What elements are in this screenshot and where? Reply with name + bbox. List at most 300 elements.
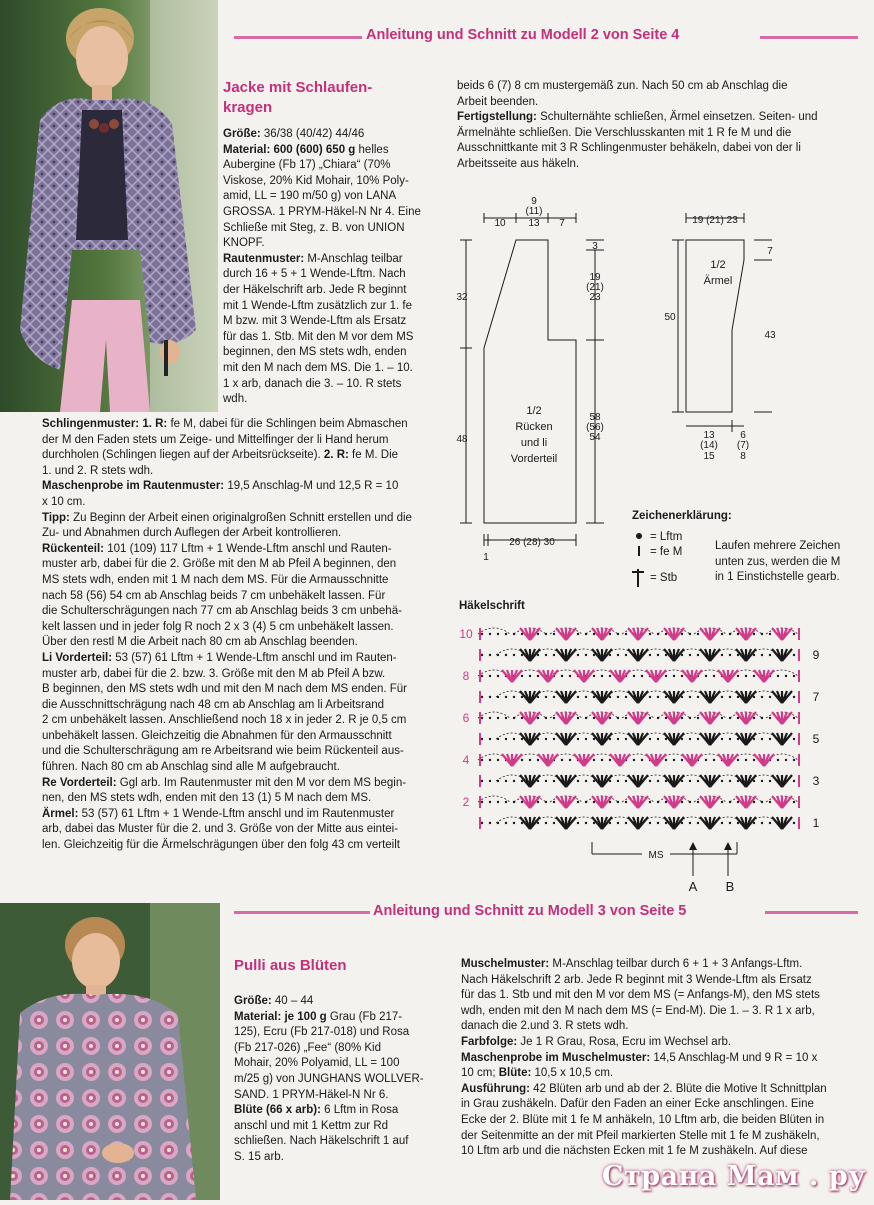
ausfuehrung-line: 42 Blüten arb und ab der 2. Blüte die Motive lt Schnittplan [529,1082,827,1095]
re-vorderteil-label: Re Vorderteil: [42,776,117,789]
chain-stitch-dot [649,780,651,782]
dim-label: 23 [589,292,601,303]
chain-stitch-dot [697,822,699,824]
chain-stitch-dot [657,780,659,782]
chain-stitch-dot [681,675,683,677]
fertigstellung-line: Arbeitsseite aus häkeln. [457,157,580,170]
chain-stitch-dot [513,738,515,740]
chain-stitch-dot [681,717,683,719]
bluete-size-label: Blüte: [498,1067,532,1080]
chain-stitch-dot [609,822,611,824]
chain-stitch-dot [521,675,523,677]
black-shell-stitch [556,649,576,661]
sleeve-label: 1/2 [710,259,726,271]
chain-stitch-dot [665,675,667,677]
material-line: SAND. 1 PRYM-Häkel-N Nr 6. [234,1088,389,1101]
maschenprobe-label: Maschenprobe im Muschelmuster: [461,1051,651,1064]
dim-label: 13 [703,430,715,441]
chain-stitch-dot [585,738,587,740]
chain-stitch-dot [497,801,499,803]
chain-stitch-dot [721,633,723,635]
chain-stitch-dot [769,633,771,635]
section-header-model-3: Anleitung und Schnitt zu Modell 3 von Seite 5 [373,903,687,919]
chain-stitch-dot [609,654,611,656]
row-number-left: 10 [459,627,473,641]
ausfuehrung-label: Ausführung: [461,1082,530,1095]
chain-stitch-dot [481,738,483,740]
pullover-title: Pulli aus Blüten [234,957,347,974]
chain-stitch-dot [601,759,603,761]
rautenmuster-line: beginnen, den MS stets wdh, enden [223,346,407,359]
li-vorderteil-line: muster arb, dabei für die 2. bzw. 3. Größe mit den M ab Pfeil A bzw. [42,667,386,680]
chain-stitch-dot [681,780,683,782]
black-shell-stitch [556,691,576,703]
material-label: Material: [223,143,271,156]
chain-stitch-dot [625,633,627,635]
tipp-line: Zu Beginn der Arbeit einen originalgroßen Schnitt erstellen und die [69,511,412,524]
chain-stitch-dot [697,717,699,719]
legend-note [715,539,865,586]
li-vorderteil-line: und die Schulterschrägung am re Arbeitsrand wie beim Rückenteil aus- [42,745,404,758]
chain-stitch-dot [489,633,491,635]
dim-label: 54 [589,432,601,443]
chain-stitch-dot [553,696,555,698]
pink-shell-stitch [628,628,648,640]
li-vorderteil-line: 2 cm unbehäkelt lassen. Anschließend noch 18 x in jeder 2. R je 0,5 cm [42,714,407,727]
chain-stitch-dot [753,654,755,656]
maschenprobe-line: 14,5 Anschlag-M und 9 R = 10 x [650,1051,818,1064]
li-vorderteil-line: 53 (57) 61 Lftm + 1 Wende-Lftm anschl und im Rauten- [112,651,397,664]
header-rule-left [234,911,370,914]
dim-label: 50 [664,312,676,323]
material-line: Aubergine (Fb 17) „Chiara“ (70% [223,159,391,172]
chain-stitch-dot [489,675,491,677]
chain-stitch-dot [729,738,731,740]
black-shell-stitch [700,649,720,661]
chain-stitch-dot [481,822,483,824]
chain-stitch-dot [665,801,667,803]
chain-stitch-dot [617,696,619,698]
chain-stitch-dot [505,717,507,719]
dim-label: 58 [589,412,601,423]
dim-label: (11) [525,206,543,217]
chain-stitch-dot [609,675,611,677]
chain-stitch-dot [625,822,627,824]
chain-stitch-dot [529,675,531,677]
row-number-right: 5 [812,732,820,746]
chart-title: Häkelschrift [459,600,525,612]
chain-stitch-dot [681,738,683,740]
size-value: 36/38 (40/42) 44/46 [260,128,365,140]
li-vorderteil-line: führen. Nach 80 cm ab Anschlag sind alle M aufgebraucht. [42,761,340,774]
chain-stitch-dot [489,654,491,656]
back-piece-label: und li [520,437,548,449]
chain-stitch-dot [721,717,723,719]
chain-stitch-dot [649,801,651,803]
chain-stitch-dot [521,822,523,824]
aermel-line: len. Gleichzeitig für die Ärmelschrägungen über den folg 43 cm verteilt [42,839,400,852]
legend-title: Zeichenerklärung: [632,510,732,522]
chain-stitch-dot [793,696,795,698]
rueckenteil-line: Über den restl M die Arbeit nach 80 cm ab Anschlag beenden. [42,636,358,649]
chain-stitch-dot [553,717,555,719]
chain-stitch-dot [593,696,595,698]
pullover-instructions [461,957,861,1160]
dim-label: 3 [592,241,598,252]
rueckenteil-line: 101 (109) 117 Lftm + 1 Wende-Lftm anschl und Rauten- [104,542,392,555]
chain-stitch-dot [617,780,619,782]
chain-stitch-dot [625,738,627,740]
chain-stitch-dot [689,738,691,740]
chain-stitch-dot [785,759,787,761]
chain-stitch-dot [689,696,691,698]
dim-label: (56) [586,422,604,433]
chain-stitch-dot [745,759,747,761]
ausfuehrung-line: Ecke der 2. Blüte mit 1 fe M anhäkeln, 10 Lftm arb, die beiden Blüten in [461,1113,825,1126]
chain-stitch-dot [489,717,491,719]
chain-stitch-dot [577,780,579,782]
chain-stitch-dot [537,633,539,635]
chain-stitch-dot [681,822,683,824]
chain-stitch-dot [569,759,571,761]
chain-stitch-dot [521,759,523,761]
header-rule-right [760,36,858,39]
chain-stitch-dot [737,801,739,803]
black-shell-stitch [628,733,648,745]
chain-stitch-dot [697,654,699,656]
chain-stitch-dot [577,696,579,698]
chain-stitch-dot [761,822,763,824]
chain-stitch-dot [617,738,619,740]
chain-stitch-dot [721,780,723,782]
chain-stitch-dot [665,738,667,740]
chain-stitch-dot [521,633,523,635]
chain-stitch-dot [657,696,659,698]
chain-stitch-dot [681,633,683,635]
material-line: m/25 g) von JUNGHANS WOLLVER- [234,1072,424,1085]
legend-note-line: Laufen mehrere Zeichen [715,540,841,552]
rautenmuster-line: mit den M nach dem MS. Die 1. – 10. [223,361,413,374]
chain-stitch-dot [513,780,515,782]
dim-label: 15 [703,451,715,462]
chain-stitch-dot [585,654,587,656]
chain-stitch-dot [665,822,667,824]
chain-stitch-dot [585,780,587,782]
chain-stitch-dot [545,822,547,824]
chain-stitch-dot [729,822,731,824]
back-piece-label: Rücken [515,421,553,433]
dim-label: 32 [456,292,468,303]
chain-stitch-dot [577,738,579,740]
chain-stitch-dot [753,696,755,698]
chain-stitch-dot [481,717,483,719]
arrow-b-head [724,842,732,850]
row-number-left: 8 [462,669,470,683]
chain-stitch-dot [529,759,531,761]
chain-stitch-dot [505,822,507,824]
chain-stitch-dot [633,759,635,761]
chain-stitch-dot [553,801,555,803]
chain-stitch-dot [657,822,659,824]
back-piece-label: 1/2 [526,405,542,417]
chain-stitch-dot [601,675,603,677]
chain-stitch-dot [737,696,739,698]
maschenprobe-line: 10,5 x 10,5 cm. [531,1067,614,1080]
chain-stitch-dot [593,801,595,803]
chain-stitch-dot [625,780,627,782]
chain-stitch-dot [577,822,579,824]
chain-stitch-dot [681,759,683,761]
chain-stitch-dot [545,654,547,656]
chain-stitch-dot [513,822,515,824]
material-line: helles [355,143,389,156]
muschelmuster-line: danach die 2.und 3. R stets wdh. [461,1020,629,1033]
chain-stitch-dot [513,696,515,698]
pink-shell-stitch [556,628,576,640]
chain-stitch-dot [537,801,539,803]
black-shell-stitch [628,649,648,661]
dim-label: (21) [586,282,604,293]
back-piece-label: Vorderteil [510,453,558,465]
schlingenmuster-row1: 1. R: [139,418,168,430]
chain-stitch-dot [737,738,739,740]
chain-stitch-dot [585,822,587,824]
material-amount: 600 (600) 650 g [270,143,356,156]
chain-stitch-dot [753,801,755,803]
dim-label: 7 [767,246,773,257]
pink-shell-stitch [772,796,792,808]
chain-stitch-dot [793,801,795,803]
chain-stitch-dot [769,822,771,824]
black-shell-stitch [556,817,576,829]
black-shell-stitch [628,775,648,787]
size-label: Größe: [223,128,261,140]
material-line: Mohair, 20% Polyamid, LL = 100 [234,1057,400,1070]
legend-item: = Stb [650,572,678,584]
chain-stitch-dot [793,822,795,824]
rueckenteil-line: nach 58 (56) 54 cm ab Anschlag beids 7 cm unbehäkelt lassen. Für [42,589,386,602]
chain-stitch-dot [489,696,491,698]
chain-stitch-dot [657,738,659,740]
li-vorderteil-line: die Ausschnittschrägung nach 48 cm ab Anschlag am li Arbeitsrand [42,698,385,711]
chain-stitch-dot [545,696,547,698]
rueckenteil-line: muster arb, dabei für die 2. Größe mit den M ab Pfeil A beginnen, den [42,558,397,571]
chain-stitch-dot [753,738,755,740]
rautenmuster-label: Rautenmuster: [223,252,305,265]
rautenmuster-line: für das 1. Stb. Mit den M vor dem MS [223,330,414,343]
chain-stitch-dot [625,696,627,698]
pullover-model-photo [0,903,220,1200]
muschelmuster-label: Muschelmuster: [461,958,550,970]
pink-shell-stitch [700,796,720,808]
bluete-line: schließen. Nach Häkelschrift 1 auf [234,1135,409,1148]
chain-stitch-dot [521,780,523,782]
muschelmuster-line: wdh, enden mit den M nach dem MS (= End-M). Die 1. – 3. R 1 x arb, [461,1004,815,1017]
chain-stitch-dot [537,675,539,677]
chain-stitch-dot [665,633,667,635]
dim-label: 6 [740,430,746,441]
maschenprobe-line: 19,5 Anschlag-M und 12,5 R = 10 [224,480,399,493]
row-number-left: 2 [462,795,470,809]
jacket-title-line-1: Jacke mit Schlaufen- [223,79,373,96]
chain-stitch-dot [577,633,579,635]
material-line: KNOPF. [223,237,265,250]
ms-label: MS [648,850,664,861]
dim-label: 1 [483,552,489,563]
material-line: GROSSA. 1 PRYM-Häkel-N Nr 4. Eine [223,205,421,218]
pink-shell-stitch [628,712,648,724]
jacket-finishing-column [457,79,857,173]
jacket-title [223,78,423,118]
fertigstellung-line: Schulternähte schließen, Ärmel einsetzen. Seiten- und [536,111,818,124]
chain-stitch-dot [729,780,731,782]
chain-stitch-dot [489,822,491,824]
schlingenmuster-line: der M den Faden stets um Zeige- und Mittelfinger der li Hand herum [42,433,389,446]
chain-stitch-dot [665,780,667,782]
chain-stitch-dot [697,738,699,740]
chain-stitch-dot [481,696,483,698]
material-line: Grau (Fb 217- [326,1010,403,1023]
sleeve-label: Ärmel [703,275,733,287]
aermel-label: Ärmel: [42,807,79,820]
chain-stitch-dot [593,759,595,761]
chain-stitch-dot [481,675,483,677]
header-rule-left [234,36,362,39]
maschenprobe-label: Maschenprobe im Rautenmuster: [42,480,225,493]
chain-stitch-dot [633,675,635,677]
bluete-line: S. 15 arb. [234,1150,284,1163]
chain-stitch-dot [737,759,739,761]
chain-stitch-dot [521,717,523,719]
chain-stitch-dot [641,675,643,677]
dim-label: 7 [559,218,565,229]
legend [632,509,862,525]
black-shell-stitch [772,691,792,703]
chain-stitch-dot [649,654,651,656]
black-shell-stitch [772,775,792,787]
row-number-right: 1 [812,816,820,830]
legend-note-line: unten zus, werden die M [715,555,841,568]
chain-stitch-dot [585,696,587,698]
chain-stitch-dot [729,696,731,698]
chain-stitch-dot [689,780,691,782]
ausfuehrung-line: 10 Lftm arb und die nächsten Ecken mit 1 fe M zushäkeln. Auf diese [461,1145,808,1158]
chain-stitch-dot [769,717,771,719]
chain-stitch-dot [705,675,707,677]
size-value: 40 – 44 [271,995,314,1007]
dim-label: (7) [736,440,750,451]
pink-shell-stitch [556,712,576,724]
schlingenmuster-row2: 2. R: [320,449,349,462]
chain-stitch-dot [769,654,771,656]
chain-stitch-dot [505,738,507,740]
size-label: Größe: [234,995,272,1007]
material-line: 125), Ecru (Fb 217-018) und Rosa [234,1026,410,1039]
chain-stitch-dot [713,675,715,677]
chain-stitch-dot [609,738,611,740]
chain-stitch-dot [593,675,595,677]
chain-stitch-dot [649,633,651,635]
schlingenmuster-label: Schlingenmuster: [42,418,140,430]
chain-stitch-dot [609,633,611,635]
material-line: Schließe mit Steg, z. B. von UNION [223,221,405,234]
chain-stitch-dot [697,633,699,635]
chain-stitch-dot [593,822,595,824]
rautenmuster-line: 1 x arb, danach die 3. – 10. R stets [223,377,402,390]
li-vorderteil-line: B beginnen, den MS stets wdh und mit den M nach dem MS enden. Für [42,683,408,696]
chain-stitch-dot [673,675,675,677]
fertigstellung-line: Ausschnittkante mit 3 R Schlingenmuster behäkeln, dabei von der li [457,142,801,155]
row-number-left: 6 [462,711,470,725]
chain-stitch-dot [505,654,507,656]
chain-stitch-dot [673,759,675,761]
chain-stitch-dot [505,780,507,782]
dim-label: (14) [700,440,718,451]
dim-label: 19 [589,272,601,283]
chain-stitch-dot [481,759,483,761]
chain-stitch-dot [689,654,691,656]
crochet-chart [452,612,832,894]
black-shell-stitch [772,817,792,829]
chain-stitch-dot [505,801,507,803]
arrow-b-label: B [725,879,735,894]
chain-stitch-icon [636,533,642,539]
tipp-line: Zu- und Abnahmen durch Auflegen der Arbeit kontrollieren. [42,527,342,540]
ausfuehrung-line: der Seitenmitte an der mit Pfeil markierten Stelle mit 1 fe M zushäkeln, [461,1129,820,1142]
chain-stitch-dot [577,717,579,719]
pink-shell-stitch [628,796,648,808]
chain-stitch-dot [745,675,747,677]
chain-stitch-dot [697,696,699,698]
chain-stitch-dot [537,759,539,761]
li-vorderteil-line: unbehäkelt lassen. Gleichzeitig die Abnahmen für den Armausschnitt [42,729,392,742]
chain-stitch-dot [553,654,555,656]
chain-stitch-dot [753,675,755,677]
maschenprobe-line: x 10 cm. [42,495,86,508]
chain-stitch-dot [665,717,667,719]
re-vorderteil-line: Ggl arb. Im Rautenmuster mit den M vor dem MS begin- [116,776,407,789]
jacket-materials-column [223,127,445,408]
rautenmuster-line: M bzw. mit 3 Wende-Lftm als Ersatz [223,315,407,328]
chain-stitch-dot [481,801,483,803]
chain-stitch-dot [737,633,739,635]
rautenmuster-line: durch 16 + 5 + 1 Wende-Lftm. Nach [223,268,406,281]
chain-stitch-dot [761,738,763,740]
section-header-model-2: Anleitung und Schnitt zu Modell 2 von Seite 4 [366,27,680,43]
chain-stitch-dot [537,654,539,656]
chain-arc [478,796,510,802]
chain-stitch-dot [721,738,723,740]
legend-item: = fe M [650,546,683,558]
chain-stitch-dot [625,717,627,719]
re-vorderteil-line: nen, den MS stets wdh, enden mit den 13 (1) 5 M nach dem MS. [42,792,372,805]
chain-stitch-dot [697,780,699,782]
dim-label: 26 (28) 30 [509,537,555,548]
pink-shell-stitch [700,628,720,640]
single-crochet-icon [638,546,640,556]
chain-stitch-dot [609,696,611,698]
chain-stitch-dot [481,780,483,782]
bluete-line: 6 Lftm in Rosa [320,1104,399,1117]
chain-stitch-dot [665,759,667,761]
legend-item: = Lftm [650,531,683,543]
chain-stitch-dot [609,780,611,782]
chain-stitch-dot [577,654,579,656]
rueckenteil-label: Rückenteil: [42,542,104,555]
chain-stitch-dot [481,654,483,656]
chain-stitch-dot [721,654,723,656]
chain-stitch-dot [769,696,771,698]
